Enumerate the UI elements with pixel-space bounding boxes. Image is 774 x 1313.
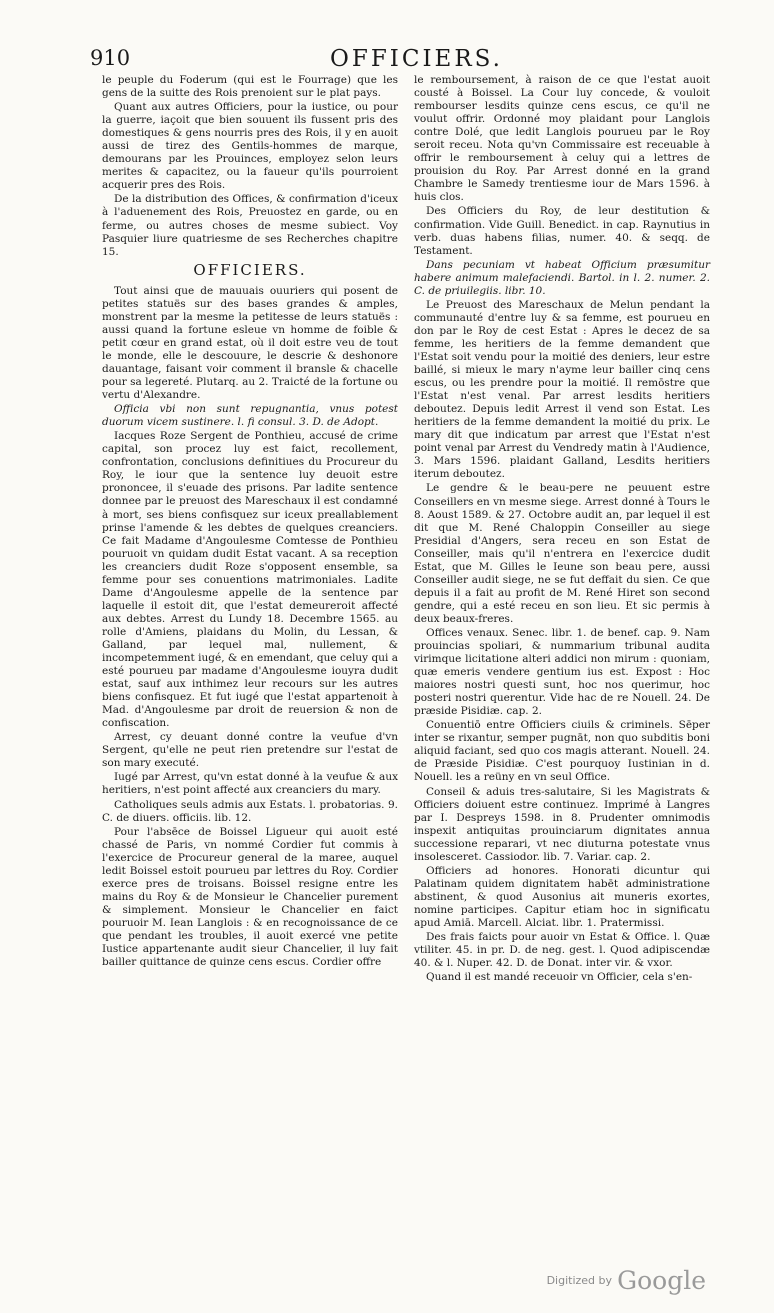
paragraph: Des Officiers du Roy, de leur destitution & confirmation. Vide Guill. Benedict. in cap. Raynutius in verb. duas habens filias, numer. 40. & seqq. de Testament. [414,205,710,257]
paragraph: Conseil & aduis tres-salutaire, Si les Magistrats & Officiers doiuent estre continuez. Imprimé à Langres par I. Despreys 1598. in 8. Prudenter omnimodis inspexit antiquitas prouinciarum dignitates annua successione reparari, vt nec diuturna potestate vnus insolesceret. Cassiodor. lib. 7. Variar. cap. 2. [414,785,710,863]
page-number: 910 [90,46,131,70]
paragraph: Le gendre & le beau-pere ne peuuent estre Conseillers en vn mesme siege. Arrest donné à Tours le 8. Aoust 1589. & 27. Octobre audit an, par lequel il est dit que M. René Chaloppin Conseiller au siege Presidial d'Angers, sera receu en son Estat de Conseiller, mais qu'il n'entrera en l'exercice dudit Estat, que M. Gilles le Ieune son beau pere, aussi Conseiller audit siege, ne se fut deffait du sien. Ce que depuis il a fait au profit de M. René Hiret son second gendre, qui a esté receu en son lieu. Et sic permis à deux beaux-freres. [414,482,710,625]
paragraph: Arrest, cy deuant donné contre la veufue d'vn Sergent, qu'elle ne peut rien pretendre sur l'estat de son mary executé. [102,731,398,770]
paragraph: le peuple du Foderum (qui est le Fourrage) que les gens de la suitte des Rois prenoient sur le plat pays. [102,74,398,100]
running-title: OFFICIERS. [330,46,503,72]
paragraph: Offices venaux. Senec. libr. 1. de benef. cap. 9. Nam prouincias spoliari, & nummarium tribunal audita virimque licitatione alteri addici non mirum : quoniam, quæ emeris vendere gentium ius est. Expost : Hoc maiores nostri questi sunt, hoc nos querimur, hoc posteri nostri querentur. Vide hac de re Nouell. 24. De præside Pisidiæ. cap. 2. [414,626,710,718]
paragraph: Pour l'absēce de Boissel Ligueur qui auoit esté chassé de Paris, vn nommé Cordier fut commis à l'exercice de Procureur general de la maree, auquel ledit Boissel estoit pourueu par lettres du Roy. Cordier exerce pres de troisans. Boissel resigne entre les mains du Roy & de Monsieur le Chancelier purement & simplement. Monsieur le Chancelier en faict pouruoir M. Iean Langlois : & en recognoissance de ce que pendant les troubles, il auoit exercé vne petite Iustice appartenante audit sieur Chancelier, il luy fait bailler quittance de quinze cens escus. Cordier offre [102,825,398,969]
paragraph: Le Preuost des Mareschaux de Melun pendant la communauté d'entre luy & sa femme, est pourueu en don par le Roy de cest Estat : Apres le decez de sa femme, les heritiers de la femme demandent que l'Estat soit vendu pour la moitié des deniers, leur estre baillé, si mieux le mary n'ayme leur bailler cinq cens escus, ou les prendre pour la moitié. Il remōstre que l'Estat n'est venal. Par arrest lesdits heritiers deboutez. Depuis ledit Arrest il vend son Estat. Les heritiers de la femme demandent la moitié du prix. Le mary dit que indicatum par arrest que l'Estat n'est point venal par Arrest du Vendredy matin à l'Audience, 3. Mars 1596. plaidant Galland, Lesdits heritiers iterum deboutez. [414,298,710,481]
paragraph: Officiers ad honores. Honorati dicuntur qui Palatinam quidem dignitatem habēt administratione abstinent, & quod Ausonius ait muneris exortes, nomine participes. Capitur etiam hoc in significatu apud Amiā. Marcell. Alciat. libr. 1. Pratermissi. [414,864,710,929]
google-logo: Google [617,1266,706,1295]
latin-citation: Officia vbi non sunt repugnantia, vnus potest duorum vicem sustinere. l. fi consul. 3. D. de Adopt. [102,403,398,429]
left-column [102,74,398,970]
paragraph: Iacques Roze Sergent de Ponthieu, accusé de crime capital, son procez luy est faict, recollement, confrontation, conclusions definitiues du Procureur du Roy, le iour que la sentence luy deuoit estre prononcee, il s'euade des prisons. Par ladite sentence donnee par le preuost des Mareschaux il est condamné à mort, ses biens confisquez sur iceux preallablement prinse l'amende & les debtes de quelques creanciers. Ce fait Madame d'Angoulesme Comtesse de Ponthieu pouruoit vn quidam dudit Estat vacant. A sa reception les creanciers dudit Roze s'opposent ensemble, sa femme pour ses conuentions matrimoniales. Ladite Dame d'Angoulesme appelle de la sentence par laquelle il estoit dit, que l'estat demeureroit affecté aux debtes. Arrest du Lundy 18. Decembre 1565. au rolle d'Amiens, plaidans du Molin, du Lessan, & Galland, par lequel mal, nullement, & incompetemment iugé, & en emendant, que celuy qui a esté pourueu par madame d'Angoulesme iouyra dudit estat, sauf aux inthimez leur recours sur les autres biens confisquez. Et fut iugé que l'estat appartenoit à Mad. d'Angoulesme par droit de reuersion & non de confiscation. [102,430,398,730]
paragraph: le remboursement, à raison de ce que l'estat auoit cousté à Boissel. La Cour luy concede, & vouloit rembourser lesdits quinze cens escus, ce qu'il ne voulut offrir. Ordonné moy plaidant pour Langlois contre Dolé, que ledit Langlois pourueu par le Roy seroit receu. Nota qu'vn Commissaire est receuable à offrir le remboursement à celuy qui a lettres de prouision du Roy. Par Arrest donné en la grand Chambre le Samedy trentiesme iour de Mars 1596. à huis clos. [414,74,710,204]
section-heading: OFFICIERS. [193,260,307,279]
latin-citation: Dans pecuniam vt habeat Officium præsumitur habere animum malefaciendi. Bartol. in l. 2. numer. 2. C. de priuilegiis. libr. 10. [414,258,710,297]
paragraph: Iugé par Arrest, qu'vn estat donné à la veufue & aux heritiers, n'est point affecté aux creanciers du mary. [102,771,398,797]
paragraph: Quand il est mandé receuoir vn Officier, cela s'en- [426,971,693,984]
paragraph: Des frais faicts pour auoir vn Estat & Office. l. Quæ vtiliter. 45. in pr. D. de neg. gest. l. Quod adipiscendæ 40. & l. Nuper. 42. D. de Donat. inter vir. & vxor. [414,931,710,970]
paragraph: Quant aux autres Officiers, pour la iustice, ou pour la guerre, iaçoit que bien souuent ils fussent pris des domestiques & gens nourris pres des Rois, il y en auoit aussi de tirez des Gentils-hommes de marque, demourans par les Prouinces, employez selon leurs merites & capacitez, ou la faueur qu'ils pourroient acquerir pres des Rois. [102,101,398,192]
digitized-watermark [547,1266,706,1295]
right-column [414,74,710,985]
page-header [90,46,710,72]
digitized-by-label: Digitized by [546,1274,613,1287]
paragraph: Tout ainsi que de mauuais ouuriers qui posent de petites statuës sur des bases grandes & amples, monstrent par la mesme la petitesse de leurs statuës : aussi quand la fortune esleue vn homme de foible & petit cœur en grand estat, où il doit estre veu de tout le monde, elle le descouure, le descrie & deshonore dauantage, faisant voir comment il bransle & chacelle pour sa legereté. Plutarq. au 2. Traicté de la fortune ou vertu d'Alexandre. [102,284,398,402]
paragraph: Conuentiō entre Officiers ciuils & criminels. Sēper inter se rixantur, semper pugnāt, non quo subditis boni aliquid faciant, sed quo cos magis atterant. Nouell. 24. de Præside Pisidiæ. C'est pourquoy Iustinian in d. Nouell. les a reüny en vn seul Office. [414,719,710,784]
paragraph: De la distribution des Offices, & confirmation d'iceux à l'aduenement des Rois, Preuostez en garde, ou en ferme, ou autres choses de mesme subiect. Voy Pasquier liure quatriesme de ses Recherches chapitre 15. [102,193,398,258]
paragraph: Catholiques seuls admis aux Estats. l. probatorias. 9. C. de diuers. officiis. lib. 12. [102,798,398,824]
